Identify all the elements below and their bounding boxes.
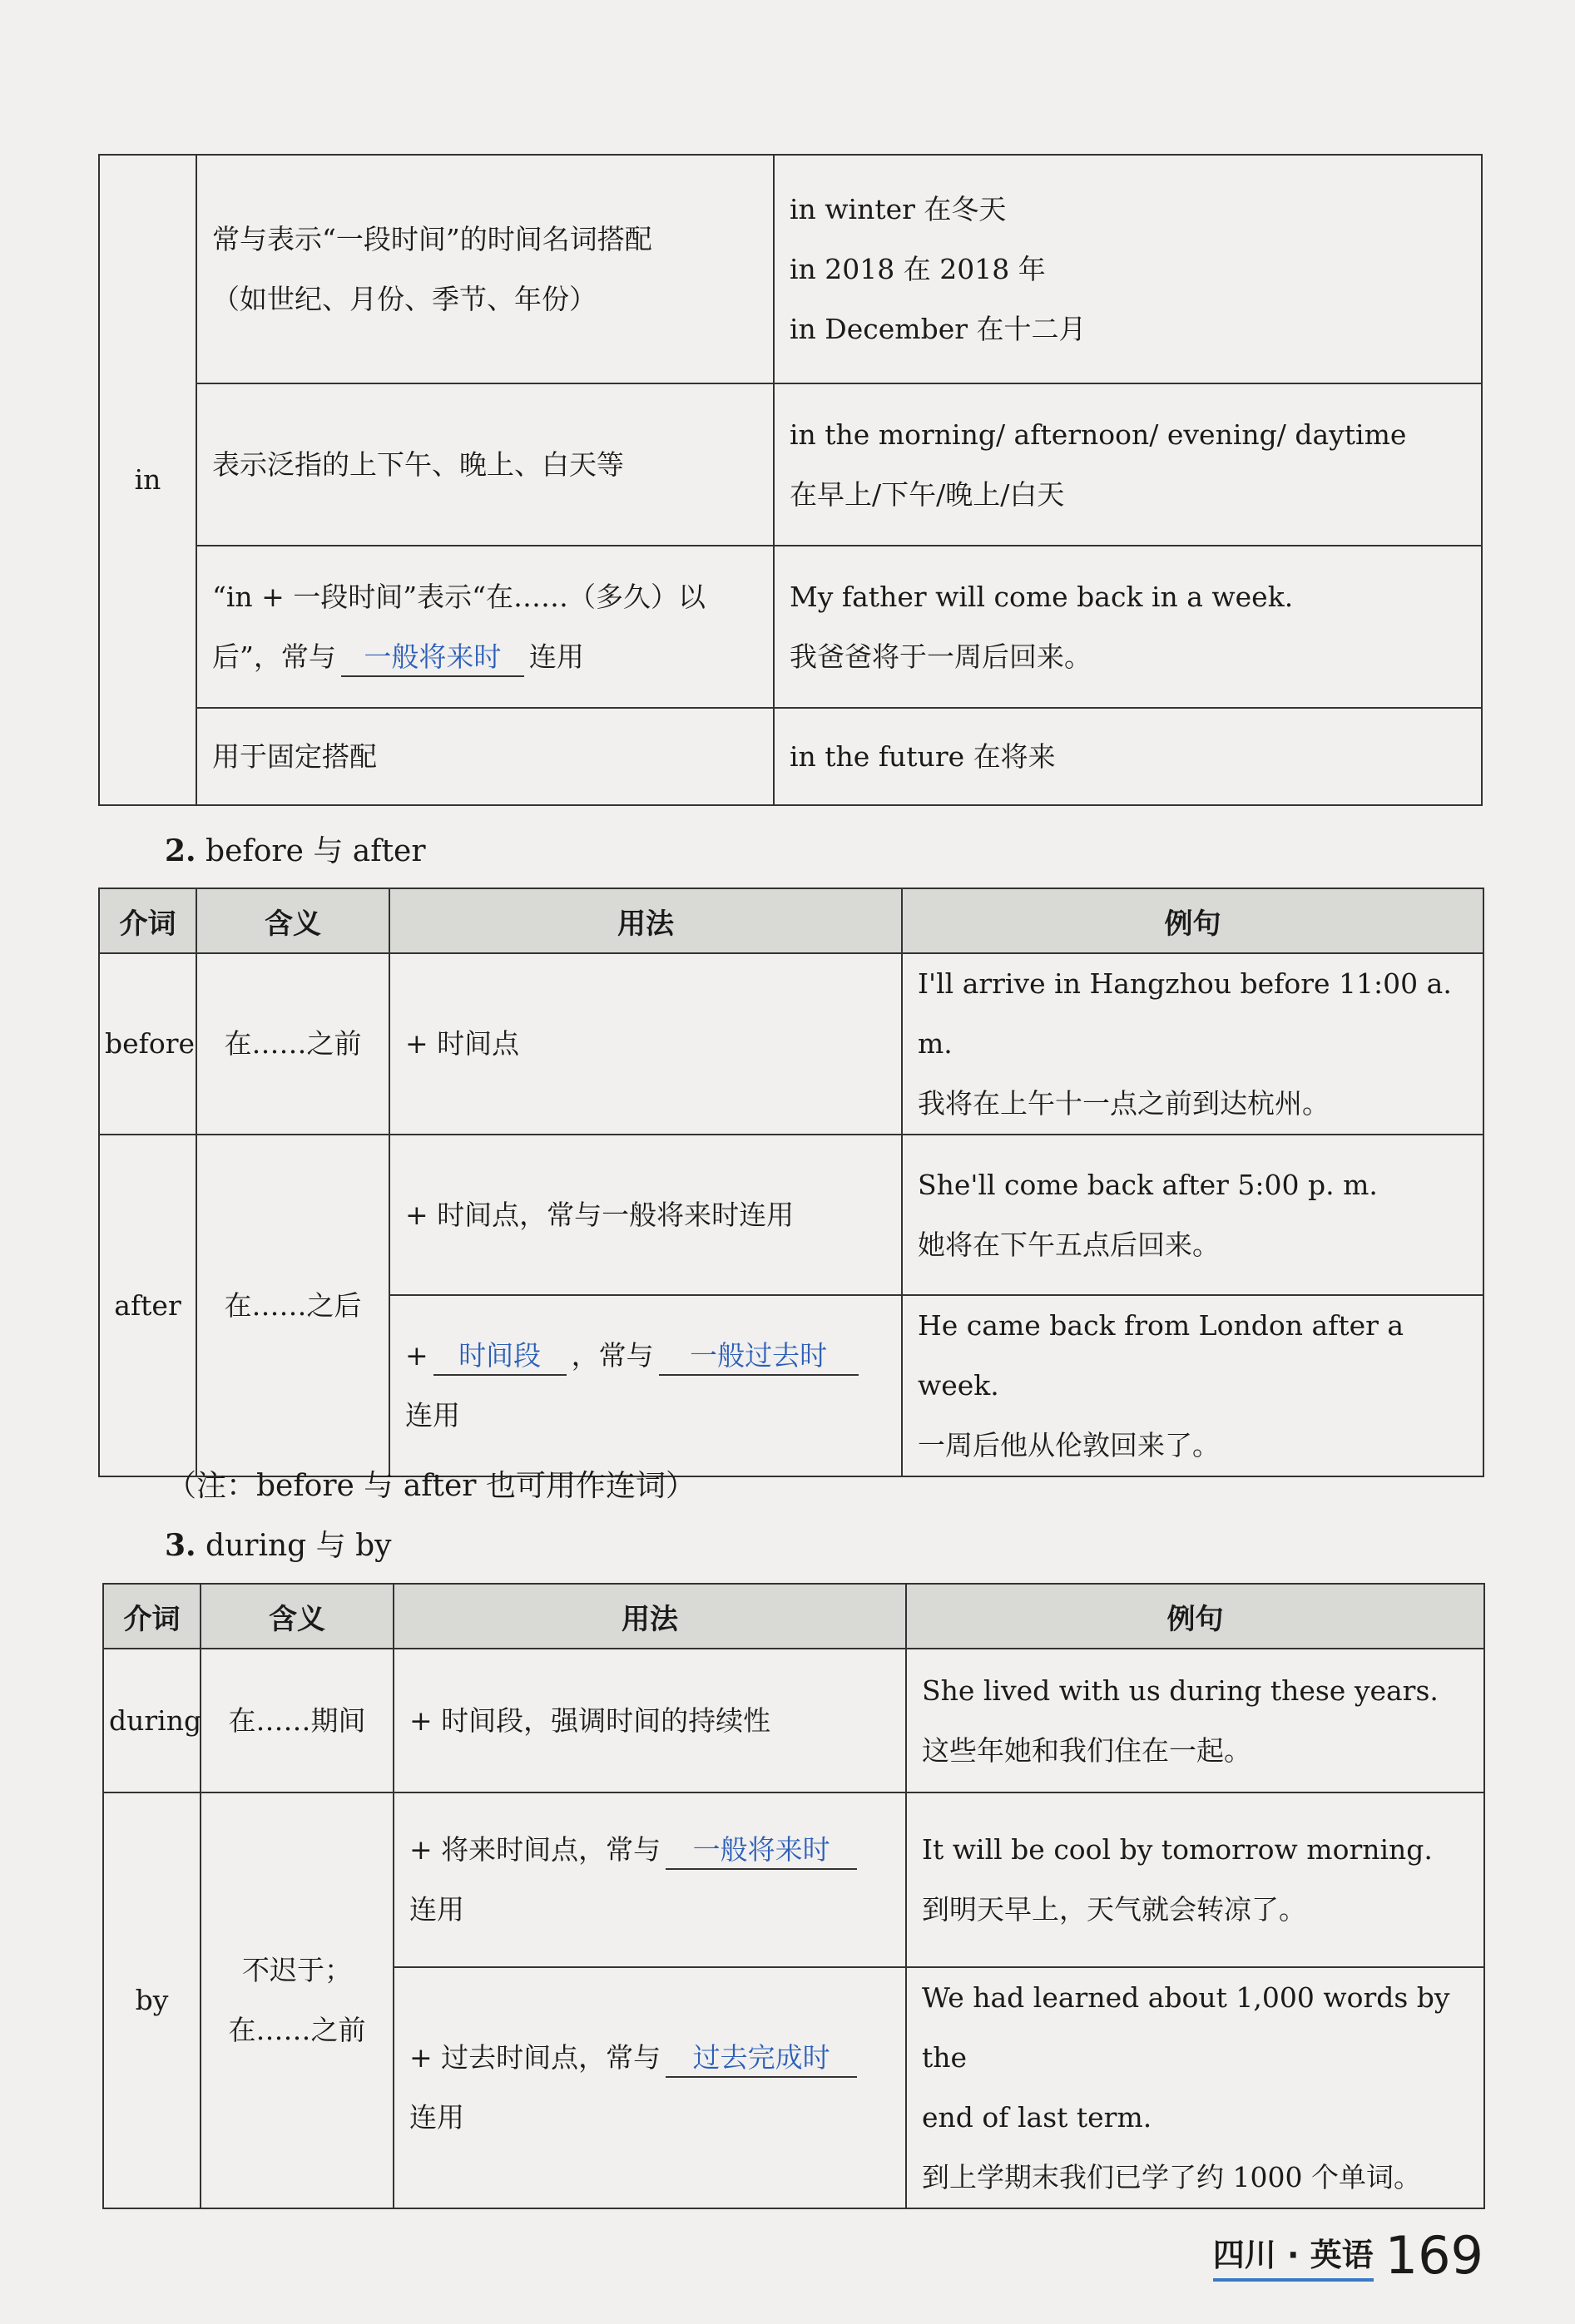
usage-cell: “in + 一段时间”表示“在……（多久）以 后”，常与 一般将来时 连用 bbox=[196, 546, 774, 708]
usage-cell: 常与表示“一段时间”的时间名词搭配 （如世纪、月份、季节、年份） bbox=[196, 155, 774, 383]
preposition-cell: during bbox=[103, 1649, 201, 1792]
usage-cell: 用于固定搭配 bbox=[196, 708, 774, 805]
usage-cell: + 时间点 bbox=[389, 953, 902, 1135]
column-header: 用法 bbox=[389, 888, 902, 953]
usage-cell: 表示泛指的上下午、晚上、白天等 bbox=[196, 383, 774, 546]
in-usage-table bbox=[98, 154, 1483, 806]
footer-label: 四川 · 英语 bbox=[1213, 2229, 1374, 2282]
preposition-cell: after bbox=[99, 1135, 196, 1476]
answer-blank: 一般将来时 bbox=[666, 1832, 857, 1870]
table-row bbox=[99, 546, 1482, 708]
column-header: 介词 bbox=[99, 888, 196, 953]
example-cell: It will be cool by tomorrow morning. 到明天早上，天气就会转凉了。 bbox=[906, 1792, 1484, 1967]
page-footer bbox=[1212, 2225, 1483, 2286]
example-cell: in winter 在冬天 in 2018 在 2018 年 in December 在十二月 bbox=[774, 155, 1482, 383]
example-cell: in the morning/ afternoon/ evening/ daytime 在早上/下午/晚上/白天 bbox=[774, 383, 1482, 546]
preposition-cell: in bbox=[99, 155, 196, 805]
table-row bbox=[99, 953, 1483, 1135]
column-header: 含义 bbox=[201, 1584, 394, 1649]
section-heading-during-by: 3. during 与 by bbox=[165, 1528, 392, 1563]
example-cell: She lived with us during these years. 这些年她和我们住在一起。 bbox=[906, 1649, 1484, 1792]
page-number: 169 bbox=[1384, 2225, 1483, 2286]
usage-cell: + 时间段 ，常与 一般过去时 连用 bbox=[389, 1295, 902, 1476]
answer-blank: 时间段 bbox=[433, 1338, 567, 1376]
table-row bbox=[103, 1792, 1484, 1967]
example-cell: He came back from London after a week. 一周后他从伦敦回来了。 bbox=[902, 1295, 1483, 1476]
column-header: 例句 bbox=[902, 888, 1483, 953]
usage-cell: + 时间段，强调时间的持续性 bbox=[394, 1649, 906, 1792]
example-cell: She'll come back after 5:00 p. m. 她将在下午五点后回来。 bbox=[902, 1135, 1483, 1295]
answer-blank: 一般将来时 bbox=[341, 639, 524, 677]
column-header: 用法 bbox=[394, 1584, 906, 1649]
table-row bbox=[99, 383, 1482, 546]
section-heading-before-after: 2. before 与 after bbox=[165, 833, 426, 868]
column-header: 含义 bbox=[196, 888, 389, 953]
answer-blank: 过去完成时 bbox=[666, 2040, 857, 2078]
note-text: （注：before 与 after 也可用作连词） bbox=[166, 1469, 696, 1503]
usage-cell: + 时间点，常与一般将来时连用 bbox=[389, 1135, 902, 1295]
preposition-cell: before bbox=[99, 953, 196, 1135]
during-by-table bbox=[102, 1583, 1485, 2209]
meaning-cell: 在……期间 bbox=[201, 1649, 394, 1792]
usage-cell: + 将来时间点，常与 一般将来时 连用 bbox=[394, 1792, 906, 1967]
column-header: 介词 bbox=[103, 1584, 201, 1649]
table-header-row bbox=[99, 888, 1483, 953]
usage-cell: + 过去时间点，常与 过去完成时 连用 bbox=[394, 1967, 906, 2208]
meaning-cell: 不迟于； 在……之前 bbox=[201, 1792, 394, 2208]
meaning-cell: 在……之后 bbox=[196, 1135, 389, 1476]
example-cell: My father will come back in a week. 我爸爸将于一周后回来。 bbox=[774, 546, 1482, 708]
table-row bbox=[99, 1135, 1483, 1295]
meaning-cell: 在……之前 bbox=[196, 953, 389, 1135]
example-cell: We had learned about 1,000 words by the end of last term. 到上学期末我们已学了约 1000 个单词。 bbox=[906, 1967, 1484, 2208]
table-row bbox=[99, 708, 1482, 805]
example-cell: in the future 在将来 bbox=[774, 708, 1482, 805]
before-after-table bbox=[98, 888, 1484, 1477]
preposition-cell: by bbox=[103, 1792, 201, 2208]
table-row bbox=[103, 1649, 1484, 1792]
table-header-row bbox=[103, 1584, 1484, 1649]
answer-blank: 一般过去时 bbox=[659, 1338, 859, 1376]
table-row bbox=[99, 155, 1482, 383]
column-header: 例句 bbox=[906, 1584, 1484, 1649]
example-cell: I'll arrive in Hangzhou before 11:00 a. m. 我将在上午十一点之前到达杭州。 bbox=[902, 953, 1483, 1135]
